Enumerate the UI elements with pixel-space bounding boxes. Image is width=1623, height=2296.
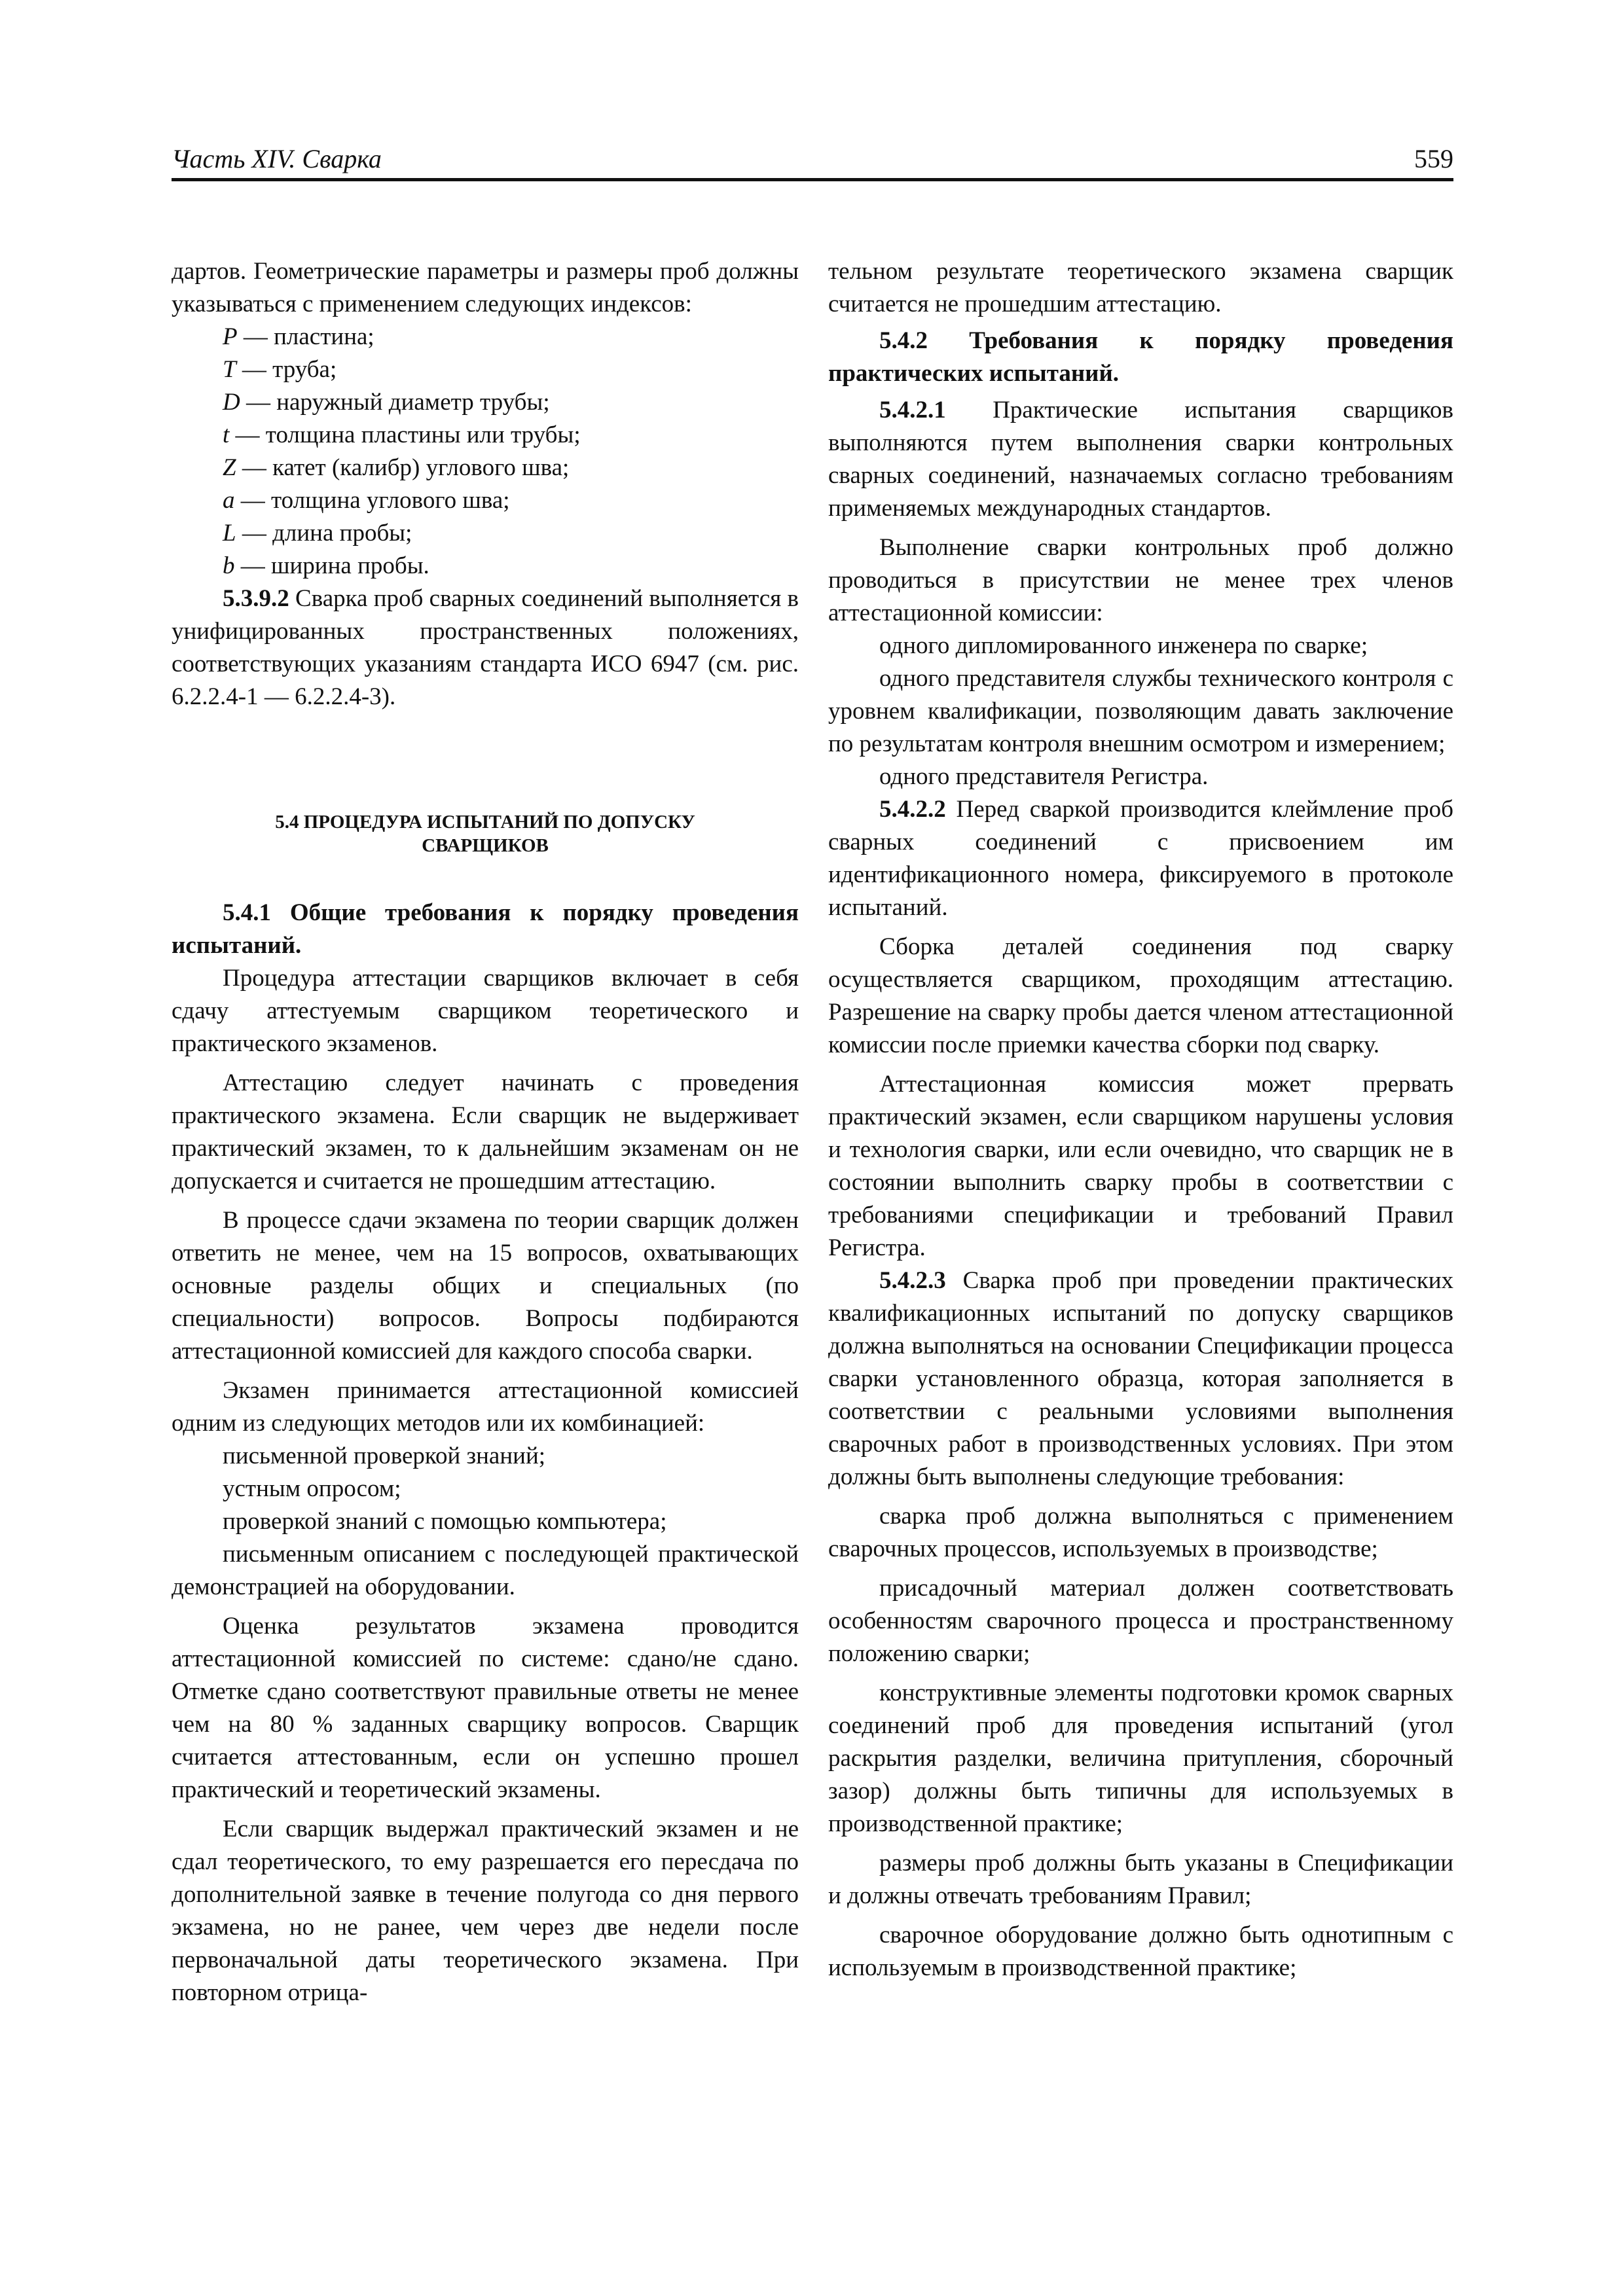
symbol: D [223,389,240,416]
subsection-title: 5.4.2 Требования к порядку проведения практических испытаний. [828,327,1453,387]
clause-5-4-2-1 [828,394,1453,525]
paragraph: Оценка результатов экзамена проводится аттестационной комиссией по системе: сдано/не сдано. Отметке сдано соответствуют правильные ответы не менее чем на 80 % заданных сварщику вопросов. Сварщик считается аттестованным, если он успешно прошел практический и теоретический экзамены. [172,1613,799,1803]
header-rule [172,178,1453,181]
clause-number: 5.3.9.2 [223,585,289,612]
paragraph: Выполнение сварки контрольных проб должно проводиться в присутствии не менее трех членов аттестационной комиссии: [828,534,1453,626]
clause-number: 5.4.2.1 [879,397,946,423]
section-heading [172,810,799,857]
list-item: письменным описанием с последующей практической демонстрацией на оборудовании. [172,1541,799,1600]
paragraph: В процессе сдачи экзамена по теории сварщик должен ответить не менее, чем на 15 вопросов, охватывающих основные разделы общих и специальных (по специальности) вопросов. Вопросы подбираются аттестационной комиссией для каждого способа сварки. [172,1207,799,1365]
list-item: одного дипломированного инженера по сварке; [879,632,1368,659]
running-title: Часть XIV. Сварка [172,144,382,173]
paragraph: Процедура аттестации сварщиков включает в себя сдачу аттестуемым сварщиком теоретического и практического экзаменов. [172,965,799,1057]
paragraph: Аттестационная комиссия может прервать практический экзамен, если сварщиком нарушены условия и технология сварки, или если очевидно, что сварщик не в состоянии выполнить сварку пробы в соответствии с требованиями спецификации и требований Правил Регистра. [828,1071,1453,1261]
list-item: сварочное оборудование должно быть однотипным с используемым в производственной практике; [828,1922,1453,1981]
clause-text: Практические испытания сварщиков выполняются путем выполнения сварки контрольных сварных соединений, назначаемых согласно требованиям применяемых международных стандартов. [828,397,1453,522]
list-item: проверкой знаний с помощью компьютера; [223,1508,667,1535]
symbol-item [172,321,799,353]
clause-text: Сварка проб сварных соединений выполняется в унифицированных пространственных положениях, соответствующих указаниям стандарта ИСО 6947 (см. рис. 6.2.2.4-1 — 6.2.2.4-3). [172,585,799,710]
subsection-heading [172,897,799,962]
paragraph: тельном результате теоретического экзамена сварщик считается не прошедшим аттестацию. [828,258,1453,317]
page-number: 559 [1414,144,1453,173]
list-item: конструктивные элементы подготовки кромок сварных соединений проб для проведения испытаний (угол раскрытия разделки, величина притупления, сборочный зазор) должны быть типичны для используемых в производственной практике; [828,1679,1453,1837]
clause-number: 5.4.2.2 [879,796,946,823]
list-item: одного представителя Регистра. [879,763,1209,790]
right-column [828,255,1453,1984]
list-item: сварка проб должна выполняться с применением сварочных процессов, используемых в производстве; [828,1503,1453,1562]
paragraph: Если сварщик выдержал практический экзамен и не сдал теоретического, то ему разрешается его пересдача по дополнительной заявке в течение полугода со дня первого экзамена, но не ранее, чем через две недели после первоначальной даты теоретического экзамена. При повторном отрица- [172,1816,799,2006]
symbol-item [172,353,799,386]
symbol-item [172,550,799,583]
symbol-text: — толщина углового шва; [234,487,510,514]
symbol-item [172,386,799,419]
page-header [172,145,1453,178]
paragraph: Экзамен принимается аттестационной комиссией одним из следующих методов или их комбинацией: [172,1377,799,1437]
symbol-text: — ширина пробы. [234,552,429,579]
symbol: L [223,520,236,547]
clause-text: Перед сваркой производится клеймление проб сварных соединений с присвоением им идентификационного номера, фиксируемого в протоколе испытаний. [828,796,1453,921]
left-column [172,255,799,2009]
symbol: P [223,323,238,350]
symbol-text: — наружный диаметр трубы; [240,389,550,416]
section-title-line-1: 5.4 ПРОЦЕДУРА ИСПЫТАНИЙ ПО ДОПУСКУ [275,812,695,833]
list-item: присадочный материал должен соответствовать особенностям сварочного процесса и пространственному положению сварки; [828,1575,1453,1667]
paragraph: дартов. Геометрические параметры и размеры проб должны указываться с применением следующих индексов: [172,258,799,317]
symbol: Z [223,454,236,481]
symbol-item [172,517,799,550]
symbol-text: — катет (калибр) углового шва; [236,454,570,481]
clause-number: 5.4.2.3 [879,1267,946,1294]
symbol-item [172,419,799,452]
clause-text: Сварка проб при проведении практических квалификационных испытаний по допуску сварщиков должна выполняться на основании Спецификации процесса сварки установленного образца, которая заполняется в соответствии с реальными условиями выполнения сварочных работ в производственных условиях. При этом должны быть выполнены следующие требования: [828,1267,1453,1490]
clause-5-4-2-3 [828,1265,1453,1494]
list-item: устным опросом; [223,1475,401,1502]
symbol-item [172,452,799,484]
subsection-heading [828,325,1453,390]
symbol: T [223,356,236,383]
list-item: размеры проб должны быть указаны в Спецификации и должны отвечать требованиям Правил; [828,1850,1453,1909]
paragraph: Аттестацию следует начинать с проведения практического экзамена. Если сварщик не выдерживает практический экзамен, то к дальнейшим экзаменам он не допускается и считается не прошедшим аттестацию. [172,1069,799,1194]
list-item: письменной проверкой знаний; [223,1443,546,1469]
symbol: a [223,487,235,514]
symbol-text: — длина пробы; [236,520,412,547]
section-title-line-2: СВАРЩИКОВ [422,835,549,856]
subsection-title: 5.4.1 Общие требования к порядку проведения испытаний. [172,899,799,959]
symbol: t [223,422,230,448]
paragraph: Сборка деталей соединения под сварку осуществляется сварщиком, проходящим аттестацию. Разрешение на сварку пробы дается членом аттестационной комиссии после приемки качества сборки под сварку. [828,933,1453,1058]
clause-5-3-9-2 [172,583,799,713]
symbol-text: — пластина; [237,323,374,350]
symbol-item [172,484,799,517]
list-item: одного представителя службы технического контроля с уровнем квалификации, позволяющим давать заключение по результатам контроля внешним осмотром и измерением; [828,665,1453,757]
symbol-text: — толщина пластины или трубы; [229,422,581,448]
symbol: b [223,552,235,579]
clause-5-4-2-2 [828,793,1453,924]
symbol-text: — труба; [236,356,337,383]
